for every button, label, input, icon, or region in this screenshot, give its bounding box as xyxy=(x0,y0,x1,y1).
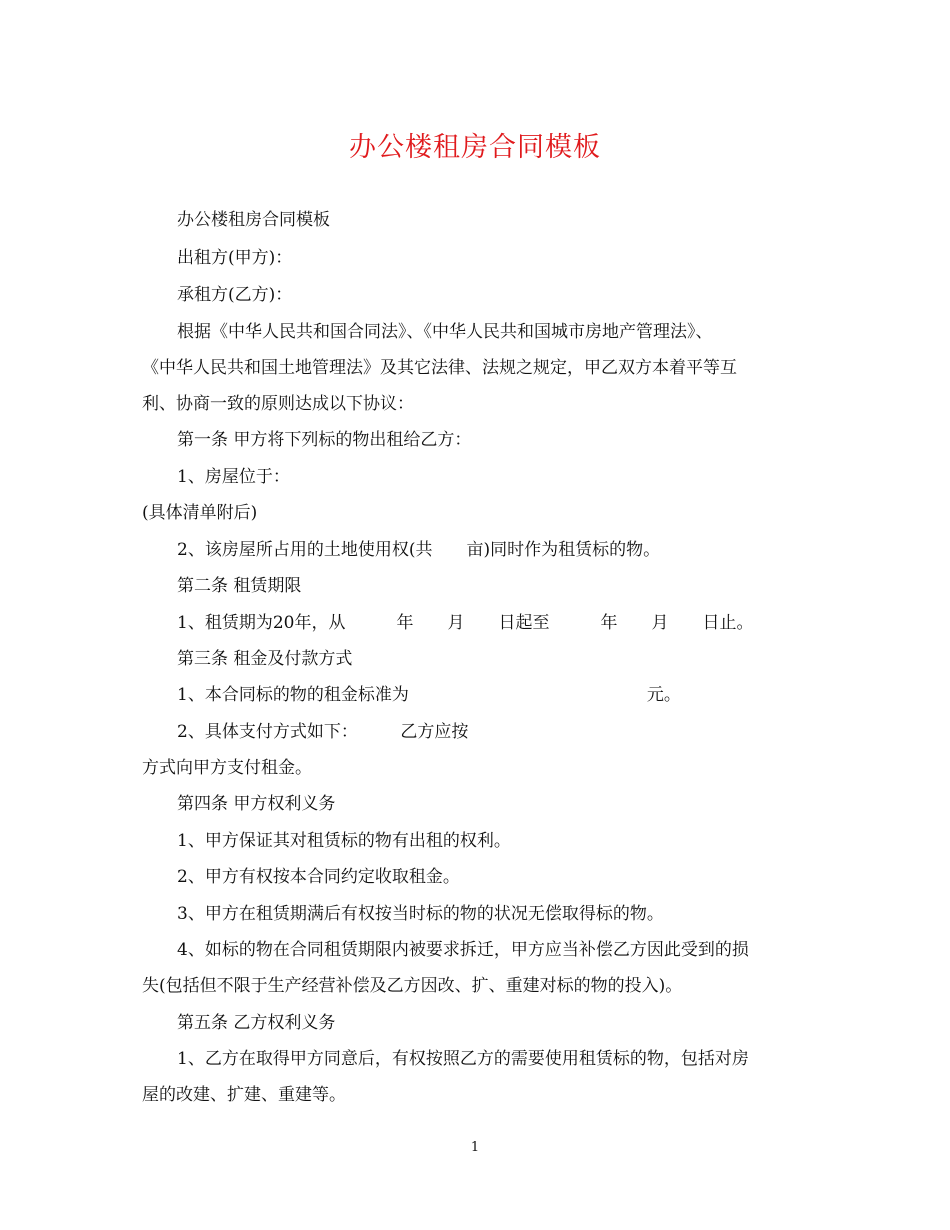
doc-line-article-1: 第一条 甲方将下列标的物出租给乙方： xyxy=(177,430,472,450)
doc-line-article-5: 第五条 乙方权利义务 xyxy=(177,1013,336,1033)
doc-line-lessee: 承租方(乙方)： xyxy=(177,285,293,305)
doc-line-article-3-item-1: 1、本合同标的物的租金标准为 元。 xyxy=(177,685,681,705)
doc-line-article-1-item-1: 1、房屋位于： xyxy=(177,467,290,487)
doc-line-preamble-1: 根据《中华人民共和国合同法》、《中华人民共和国城市房地产管理法》、 xyxy=(177,322,713,342)
doc-line-article-4-item-3: 3、甲方在租赁期满后有权按当时标的物的状况无偿取得标的物。 xyxy=(177,904,664,924)
doc-line-article-4-item-4-cont: 失(包括但不限于生产经营补偿及乙方因改、扩、重建对标的物的投入)。 xyxy=(142,976,683,996)
doc-line-attachment-note: (具体清单附后) xyxy=(142,503,258,523)
page-number: 1 xyxy=(470,1140,480,1155)
doc-line-article-3-item-2: 2、具体支付方式如下： 乙方应按 xyxy=(177,722,469,742)
doc-line-article-1-item-2: 2、该房屋所占用的土地使用权(共 亩)同时作为租赁标的物。 xyxy=(177,540,661,560)
doc-line-subtitle: 办公楼租房合同模板 xyxy=(177,210,330,230)
doc-line-article-4-item-2: 2、甲方有权按本合同约定收取租金。 xyxy=(177,867,460,887)
doc-line-lessor: 出租方(甲方)： xyxy=(177,248,293,268)
doc-line-article-3: 第三条 租金及付款方式 xyxy=(177,649,353,669)
doc-line-article-2-item-1: 1、租赁期为20年，从 年 月 日起至 年 月 日止。 xyxy=(177,613,754,633)
doc-line-article-4-item-1: 1、甲方保证其对租赁标的物有出租的权利。 xyxy=(177,831,511,851)
doc-line-preamble-2: 《中华人民共和国土地管理法》及其它法律、法规之规定，甲乙双方本着平等互 xyxy=(142,358,737,378)
doc-line-article-4-item-4: 4、如标的物在合同租赁期限内被要求拆迁，甲方应当补偿乙方因此受到的损 xyxy=(177,940,749,960)
doc-line-article-5-item-1-cont: 屋的改建、扩建、重建等。 xyxy=(142,1085,346,1105)
doc-line-article-4: 第四条 甲方权利义务 xyxy=(177,794,336,814)
document-title: 办公楼租房合同模板 xyxy=(349,132,601,163)
doc-line-article-3-item-2-cont: 方式向甲方支付租金。 xyxy=(142,758,312,778)
doc-line-article-2: 第二条 租赁期限 xyxy=(177,576,302,596)
doc-line-preamble-3: 利、协商一致的原则达成以下协议： xyxy=(142,394,414,414)
doc-line-article-5-item-1: 1、乙方在取得甲方同意后，有权按照乙方的需要使用租赁标的物，包括对房 xyxy=(177,1049,749,1069)
